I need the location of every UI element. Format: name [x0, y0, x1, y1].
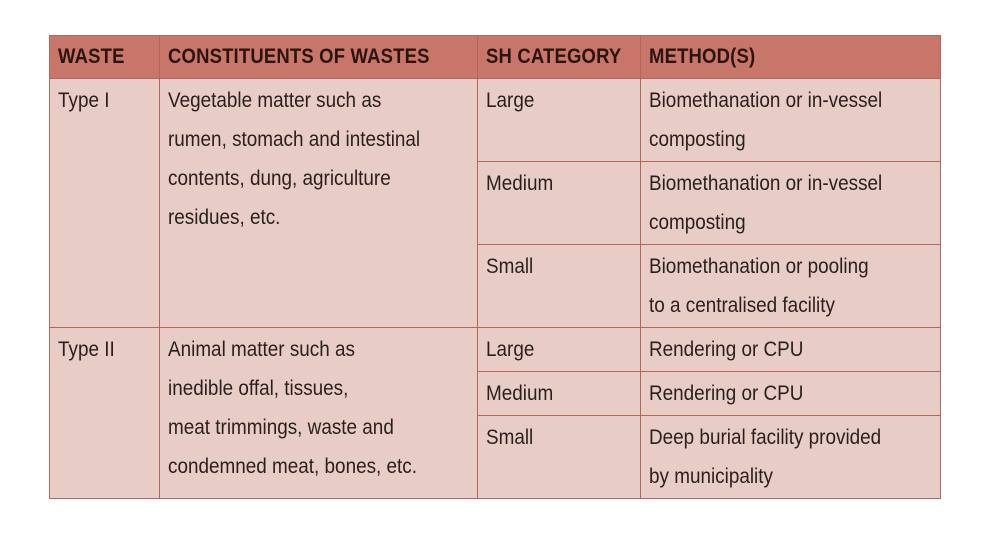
waste-methods-table: [49, 35, 941, 499]
method-cell: Deep burial facility provided by municipality: [641, 416, 941, 499]
sh-category-cell: Large: [478, 328, 641, 372]
method-cell: Biomethanation or in-vessel composting: [641, 79, 941, 162]
method-cell: Rendering or CPU: [641, 328, 941, 372]
header-sh-category: SH CATEGORY: [478, 36, 641, 79]
header-methods: METHOD(S): [641, 36, 941, 79]
method-cell: Biomethanation or in-vessel composting: [641, 162, 941, 245]
header-constituents: CONSTITUENTS OF WASTES: [160, 36, 478, 79]
sh-category-cell: Large: [478, 79, 641, 162]
method-cell: Biomethanation or pooling to a centralised facility: [641, 245, 941, 328]
header-waste: WASTE: [50, 36, 160, 79]
table-row: [50, 79, 941, 162]
waste-type-cell: Type II: [50, 328, 160, 499]
table-row: [50, 328, 941, 372]
header-row: [50, 36, 941, 79]
sh-category-cell: Small: [478, 245, 641, 328]
sh-category-cell: Medium: [478, 372, 641, 416]
waste-type-cell: Type I: [50, 79, 160, 328]
constituents-cell: Vegetable matter such as rumen, stomach and intestinal contents, dung, agriculture residues, etc.: [160, 79, 478, 328]
sh-category-cell: Small: [478, 416, 641, 499]
sh-category-cell: Medium: [478, 162, 641, 245]
method-cell: Rendering or CPU: [641, 372, 941, 416]
constituents-cell: Animal matter such as inedible offal, tissues, meat trimmings, waste and condemned meat, bones, etc.: [160, 328, 478, 499]
